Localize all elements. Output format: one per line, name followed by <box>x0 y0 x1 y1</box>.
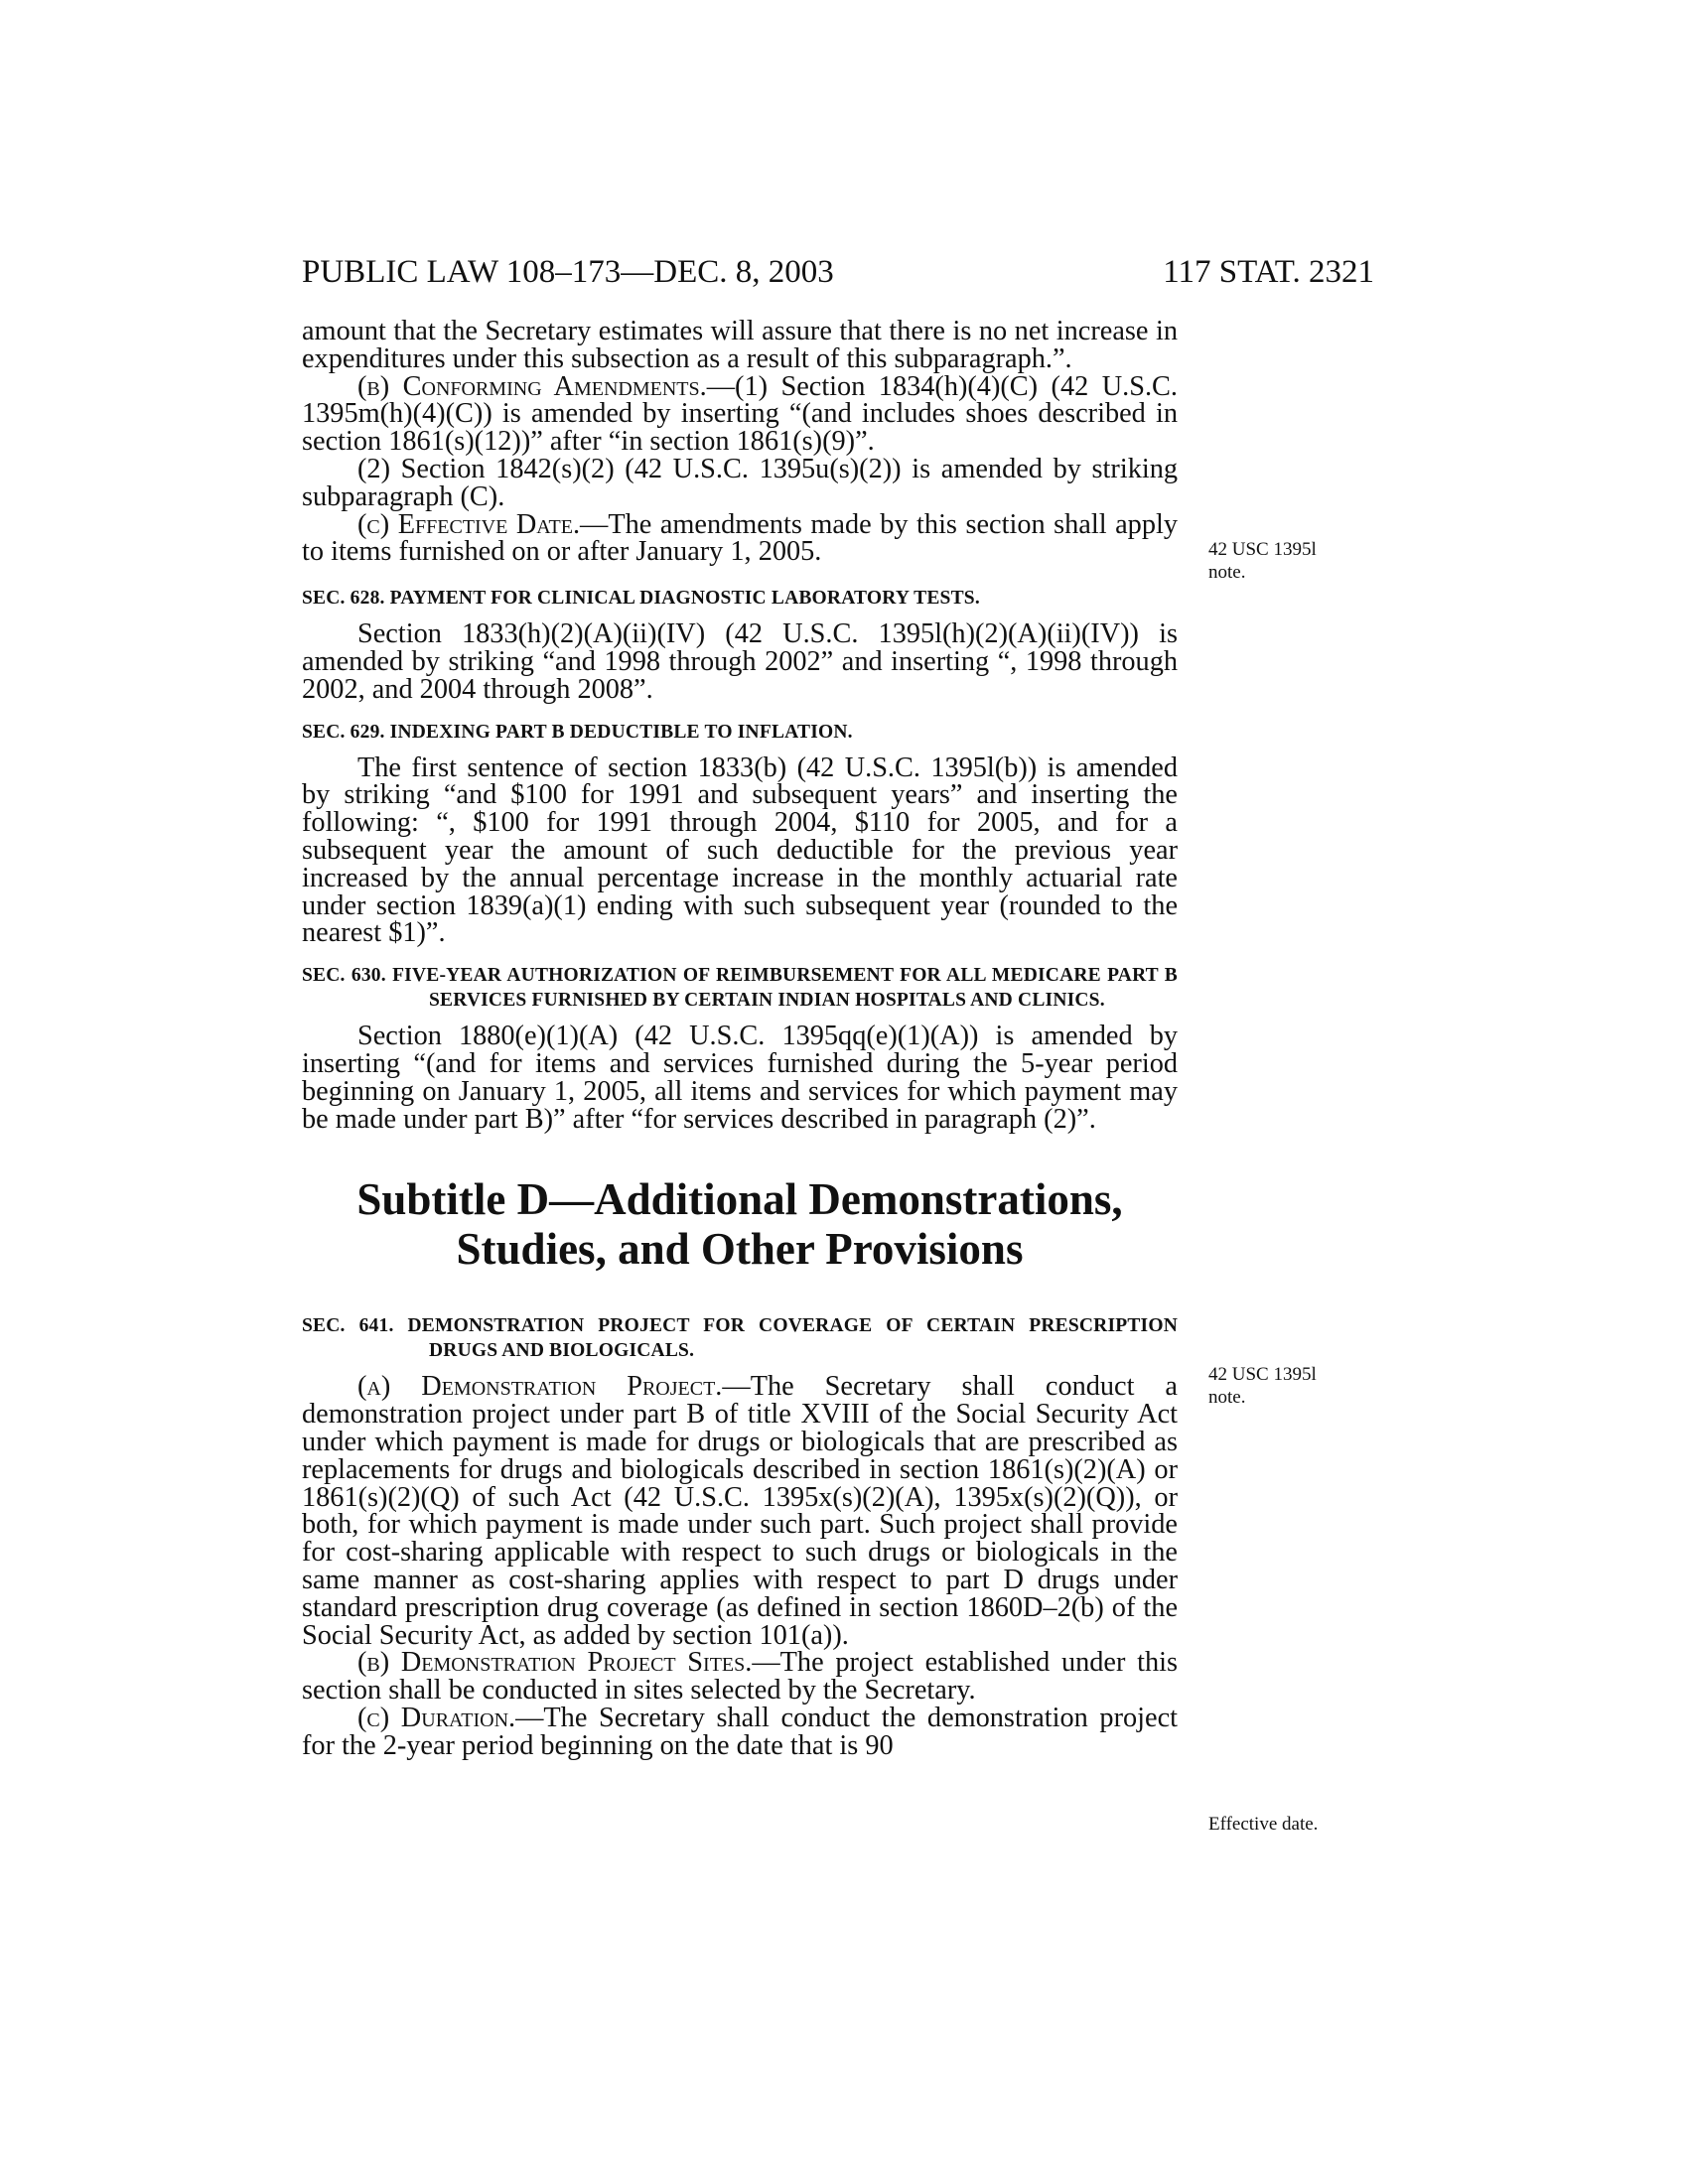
margin-note-citation: 42 USC 1395l <box>1208 539 1317 560</box>
section-641-a <box>302 1373 1178 1649</box>
subsection-heading: (c) Effective Date. <box>357 508 581 540</box>
subsection-heading: (b) Conforming Amendments. <box>357 370 707 402</box>
subsection-text: —The Secretary shall conduct the demonstration project for the 2-year period beginning on the date that is 90 <box>302 1702 1178 1761</box>
subsection-heading: (b) Demonstration Project Sites. <box>357 1647 753 1679</box>
section-641-title: SEC. 641. DEMONSTRATION PROJECT FOR COVERAGE OF CERTAIN PRESCRIPTION DRUGS AND BIOLOGICALS. <box>302 1315 1178 1362</box>
section-641-c <box>302 1702 1178 1761</box>
paragraph-section-1842: (2) Section 1842(s)(2) (42 U.S.C. 1395u(s)(2)) is amended by striking subparagraph (C). <box>302 453 1178 512</box>
section-630-title: SEC. 630. FIVE-YEAR AUTHORIZATION OF REIMBURSEMENT FOR ALL MEDICARE PART B SERVICES FURNISHED BY CERTAIN INDIAN HOSPITALS AND CLINICS. <box>302 965 1178 1012</box>
main-text-column <box>302 318 1178 1759</box>
section-629-title: SEC. 629. INDEXING PART B DEDUCTIBLE TO INFLATION. <box>302 721 853 743</box>
margin-note-label: Effective date. <box>1208 1814 1319 1835</box>
subsection-text: —The Secretary shall conduct a demonstration project under part B of title XVIII of the Social Security Act under which payment is made for drugs or biologicals that are prescribed as replacements for drugs and biologicals described in section 1861(s)(2)(A) or 1861(s)(2)(Q) of such Act (42 U.S.C. 1395x(s)(2)(A), 1395x(s)(2)(Q)), or both, for which payment is made under such part. Such project shall provide for cost-sharing applicable with respect to such drugs or biologicals in the same manner as cost-sharing applies with respect to part D drugs under standard prescription drug coverage (as defined in section 1860D–2(b) of the Social Security Act, as added by section 101(a)). <box>302 1371 1178 1651</box>
section-628-title: SEC. 628. PAYMENT FOR CLINICAL DIAGNOSTIC LABORATORY TESTS. <box>302 588 980 610</box>
subsection-heading: (a) Demonstration Project. <box>357 1371 723 1403</box>
margin-note-suffix: note. <box>1208 562 1246 583</box>
running-header <box>302 250 1374 294</box>
margin-note-suffix: note. <box>1208 1387 1246 1408</box>
margin-note-usc-2 <box>1208 1363 1377 1409</box>
subtitle-heading <box>302 1174 1178 1274</box>
subsection-text: —The project established under this section shall be conducted in sites selected by the Secretary. <box>302 1647 1178 1706</box>
paragraph-conforming-amendments <box>302 370 1178 458</box>
section-630-text: Section 1880(e)(1)(A) (42 U.S.C. 1395qq(e)(1)(A)) is amended by inserting “(and for items and services furnished during the 5-year period beginning on January 1, 2005, all items and services for which payment may be made under part B)” after “for services described in paragraph (2)”. <box>302 1021 1178 1135</box>
section-641-b <box>302 1649 1178 1705</box>
subtitle-line-2: Studies, and Other Provisions <box>456 1224 1024 1275</box>
subsection-heading: (c) Duration. <box>357 1702 516 1733</box>
section-629-text: The first sentence of section 1833(b) (42 U.S.C. 1395l(b)) is amended by striking “and $100 for 1991 and subsequent years” and inserting the following: “, $100 for 1991 through 2004, $110 for 2005, and for a subsequent year the amount of such deductible for the previous year increased by the annual percentage increase in the monthly actuarial rate under section 1839(a)(1) ending with such subsequent year (rounded to the nearest $1)”. <box>302 751 1178 949</box>
header-law-title: PUBLIC LAW 108–173—DEC. 8, 2003 <box>302 254 834 290</box>
subsection-text: —The amendments made by this section shall apply to items furnished on or after January 1, 2005. <box>302 508 1178 568</box>
margin-note-citation: 42 USC 1395l <box>1208 1364 1317 1385</box>
subtitle-line-1: Subtitle D—Additional Demonstrations, <box>356 1174 1123 1225</box>
paragraph-effective-date <box>302 508 1178 568</box>
header-stat-page: 117 STAT. 2321 <box>1163 254 1374 290</box>
margin-note-usc-1 <box>1208 538 1377 584</box>
paragraph-continuation: amount that the Secretary estimates will assure that there is no net increase in expenditures under this subsection as a result of this subparagraph.”. <box>302 316 1178 374</box>
margin-note-effective-date <box>1208 1813 1377 1836</box>
subsection-text: —(1) Section 1834(h)(4)(C) (42 U.S.C. 1395m(h)(4)(C)) is amended by inserting “(and includes shoes described in section 1861(s)(12))” after “in section 1861(s)(9)”. <box>302 370 1178 458</box>
section-628-text: Section 1833(h)(2)(A)(ii)(IV) (42 U.S.C. 1395l(h)(2)(A)(ii)(IV)) is amended by striking “and 1998 through 2002” and inserting “, 1998 through 2002, and 2004 through 2008”. <box>302 618 1178 705</box>
